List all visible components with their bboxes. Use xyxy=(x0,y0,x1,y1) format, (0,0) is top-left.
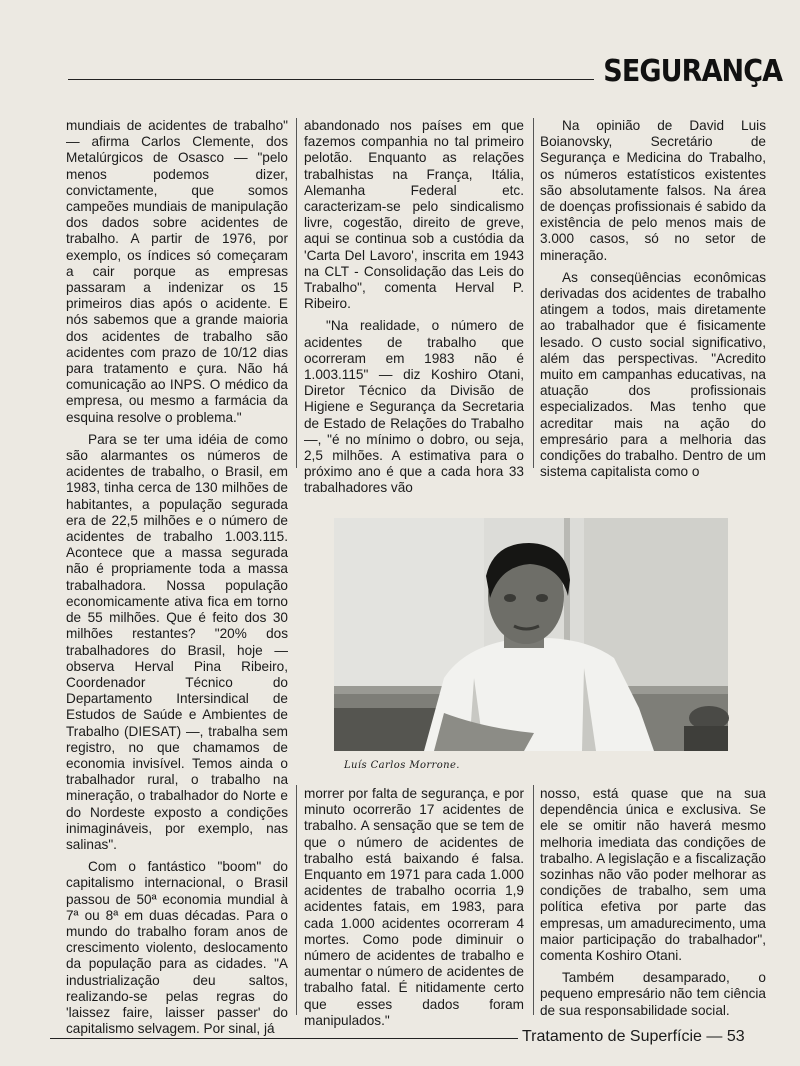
column-right-bottom xyxy=(540,786,766,1026)
footer-rule xyxy=(50,1038,518,1039)
header-rule xyxy=(68,79,594,80)
column-right-top xyxy=(540,118,766,480)
section-title: SEGURANÇA xyxy=(603,54,783,89)
photo-caption: Luís Carlos Morrone. xyxy=(344,760,460,771)
column-divider xyxy=(533,785,534,1015)
paragraph: Com o fantástico "boom" do capitalismo internacional, o Brasil passou de 50ª economia mundial à 7ª ou 8ª em duas décadas. Para o mundo do trabalho foram anos de crescimento violento, deslocamento da população para as cidades. "A industrialização deu saltos, realizando-se pelas regras do 'laissez faire, laisser passer' do capitalismo selvagem. Por sinal, já xyxy=(66,859,288,1037)
paragraph: mundiais de acidentes de trabalho" — afirma Carlos Clemente, dos Metalúrgicos de Osasco — "pelo menos podemos dizer, convictamente, que somos campeões mundiais de manipulação dos dados sobre acidentes de trabalho. A partir de 1976, por exemplo, os índices só começaram a cair porque as empresas passaram a indenizar os 15 primeiros dias após o acidente. E nós sabemos que a grande maioria dos acidentes de trabalho são acidentes com prazo de 10/12 dias para tratamento e çura. Não há comunicação ao INPS. O médico da empresa, ou mesmo a farmácia da esquina resolve o problema." xyxy=(66,118,288,425)
paragraph: nosso, está quase que na sua dependência única e exclusiva. Se ele se omitir não haverá mesmo melhoria imediata das condições de trabalho. A legislação e a fiscalização sozinhas não vão poder melhorar as condições de trabalho, sem uma política efetiva por parte das empresas, um amadurecimento, uma maior participação do trabalhador", comenta Koshiro Otani. xyxy=(540,786,766,964)
column-divider xyxy=(533,118,534,468)
column-divider xyxy=(296,118,297,468)
column-middle-top xyxy=(304,118,524,496)
portrait-photo xyxy=(334,518,728,751)
paragraph: morrer por falta de segurança, e por minuto ocorrerão 17 acidentes de trabalho. A sensação que se tem de que o número de acidentes de trabalho está baixando é falsa. Enquanto em 1971 para cada 1.000 acidentes de trabalho ocorria 1,9 acidentes fatais, em 1983, para cada 1.000 acidentes ocorreram 4 mortes. Como pode diminuir o número de acidentes de trabalho e aumentar o número de acidentes de trabalho fatal. É nitidamente certo que esses dados foram manipulados." xyxy=(304,786,524,1028)
column-left xyxy=(66,118,288,1037)
paragraph: abandonado nos países em que fazemos companhia no tal primeiro pelotão. Enquanto as relações trabalhistas na França, Itália, Alemanha Federal etc. caracterizam-se pelo sindicalismo livre, cogestão, direito de greve, aqui se continua sob a custódia da 'Carta Del Lavoro', inscrita em 1943 na CLT - Consolidação das Leis do Trabalho", comenta Herval P. Ribeiro. xyxy=(304,118,524,312)
paragraph: "Na realidade, o número de acidentes de trabalho que ocorreram em 1983 não é 1.003.115" — diz Koshiro Otani, Diretor Técnico da Divisão de Higiene e Segurança da Secretaria de Estado de Relações do Trabalho —, "é no mínimo o dobro, ou seja, 2,5 milhões. A estimativa para o próximo ano é que a cada hora 33 trabalhadores vão xyxy=(304,318,524,496)
page-footer: Tratamento de Superfície — 53 xyxy=(522,1028,745,1045)
paragraph: As conseqüências econômicas derivadas dos acidentes de trabalho atingem a todos, mais diretamente ao trabalhador que é fisicamente lesado. O custo social significativo, além das perspectivas. "Acredito muito em campanhas educativas, na atuação dos profissionais especializados. Mas tenho que acreditar mais na ação do empresário para a melhoria das condições do trabalho. Dentro de um sistema capitalista como o xyxy=(540,269,766,480)
paragraph: Também desamparado, o pequeno empresário não tem ciência de sua responsabilidade social. xyxy=(540,970,766,1018)
paragraph: Para se ter uma idéia de como são alarmantes os números de acidentes de trabalho, o Brasil, em 1983, tinha cerca de 130 milhões de habitantes, a população segurada era de 22,5 milhões e o número de acidentes de trabalho 1.003.115. Acontece que a massa segurada não é propriamente toda a massa trabalhadora. Nossa população economicamente ativa fica em torno de 55 milhões. Que é feito dos 30 milhões restantes? "20% dos trabalhadores do Brasil, hoje — observa Herval Pina Ribeiro, Coordenador Técnico do Departamento Intersindical de Estudos de Saúde e Ambientes de Trabalho (DIESAT) —, trabalha sem registro, no que chamamos de economia invisível. Temos ainda o trabalhador rural, o trabalho na mineração, o trabalhador do Norte e do Nordeste exposto a condições inimagináveis, por exemplo, nas salinas". xyxy=(66,431,288,852)
column-divider xyxy=(296,785,297,1015)
paragraph: Na opinião de David Luis Boianovsky, Secretário de Segurança e Medicina do Trabalho, os números estatísticos existentes são absolutamente falsos. Na área de doenças profissionais é sabido da existência de pelo menos mais de 3.000 casos, só no setor de mineração. xyxy=(540,118,766,263)
column-middle-bottom xyxy=(304,786,524,1026)
